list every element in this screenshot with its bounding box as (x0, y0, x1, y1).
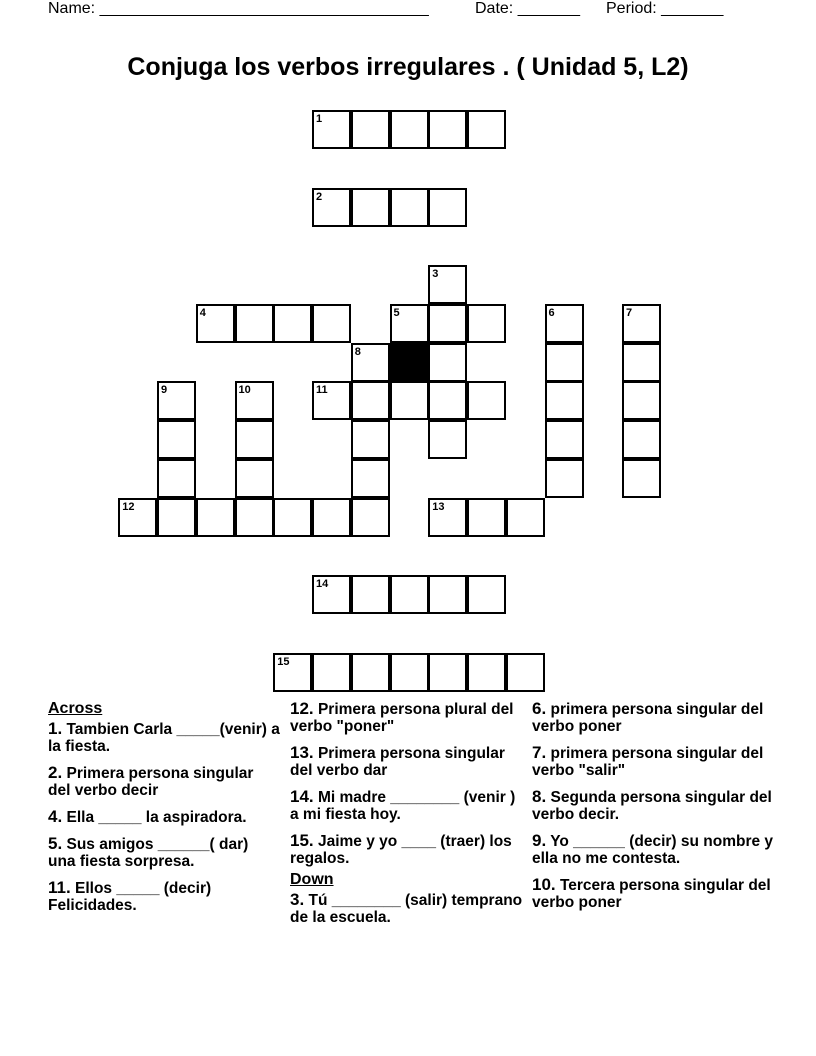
crossword-cell[interactable] (428, 110, 467, 149)
name-field-label: Name: _____________________________________ (48, 0, 429, 17)
crossword-cell[interactable] (622, 381, 661, 420)
clue-item (290, 788, 524, 823)
down-heading: Down (290, 871, 334, 888)
crossword-cell[interactable] (235, 459, 274, 498)
crossword-cell[interactable] (622, 420, 661, 459)
crossword-cell[interactable] (351, 575, 390, 614)
crossword-cell[interactable] (235, 420, 274, 459)
crossword-cell[interactable] (390, 304, 429, 343)
crossword-cell[interactable] (467, 110, 506, 149)
clue-item (532, 876, 778, 911)
crossword-cell[interactable] (312, 110, 351, 149)
crossword-cell[interactable] (273, 653, 312, 692)
clue-number: 15 (277, 655, 290, 668)
crossword-cell[interactable] (351, 110, 390, 149)
clue-item-number: 7. (532, 743, 547, 762)
across-heading: Across (48, 700, 103, 717)
clue-number: 1 (316, 113, 323, 125)
clue-item-text: Tú ________ (salir) temprano de la escuela. (290, 892, 523, 926)
clue-item-number: 3. (290, 890, 305, 909)
clue-number: 11 (316, 384, 328, 397)
crossword-cell[interactable] (428, 498, 467, 537)
clue-number: 10 (238, 384, 251, 397)
clues-column-1 (48, 700, 280, 923)
crossword-cell[interactable] (235, 304, 274, 343)
crossword-black-cell (390, 343, 429, 382)
crossword-cell[interactable] (351, 653, 390, 692)
clue-item-number: 1. (48, 719, 63, 738)
crossword-cell[interactable] (157, 498, 196, 537)
clue-number: 13 (432, 500, 445, 513)
clue-number: 8 (354, 345, 361, 358)
crossword-cell[interactable] (312, 653, 351, 692)
clue-number: 2 (316, 190, 323, 203)
crossword-cell[interactable] (351, 381, 390, 420)
clue-item-number: 10. (532, 875, 556, 894)
crossword-cell[interactable] (351, 188, 390, 227)
clue-item-number: 2. (48, 763, 63, 782)
crossword-cell[interactable] (467, 381, 506, 420)
clue-item-text: Jaime y yo ____ (traer) los regalos. (290, 833, 512, 867)
clue-item (290, 832, 524, 867)
clue-number: 7 (626, 306, 633, 319)
crossword-cell[interactable] (235, 498, 274, 537)
crossword-cell[interactable] (390, 575, 429, 614)
crossword-cell[interactable] (196, 498, 235, 537)
crossword-cell[interactable] (312, 498, 351, 537)
clue-number: 12 (122, 500, 135, 513)
crossword-cell[interactable] (545, 420, 584, 459)
crossword-cell[interactable] (351, 459, 390, 498)
crossword-cell[interactable] (312, 188, 351, 227)
crossword-cell[interactable] (467, 653, 506, 692)
clue-item-text: Tambien Carla _____(venir) a la fiesta. (48, 721, 280, 755)
clue-item-text: primera persona singular del verbo poner (532, 701, 764, 735)
crossword-cell[interactable] (428, 188, 467, 227)
clue-item-text: Segunda persona singular del verbo decir. (532, 789, 772, 823)
clue-item-number: 15. (290, 831, 314, 850)
clue-item (290, 700, 524, 735)
clue-item-text: Primera persona plural del verbo "poner" (290, 701, 514, 735)
crossword-cell[interactable] (390, 110, 429, 149)
period-field-label: Period: _______ (606, 0, 724, 17)
crossword-cell[interactable] (428, 653, 467, 692)
clue-item (48, 764, 280, 799)
crossword-cell[interactable] (428, 575, 467, 614)
crossword-cell[interactable] (196, 304, 235, 343)
crossword-cell[interactable] (390, 188, 429, 227)
clue-item (290, 744, 524, 779)
crossword-cell[interactable] (467, 498, 506, 537)
clue-item (290, 891, 524, 926)
clue-item (48, 879, 280, 914)
crossword-cell[interactable] (235, 381, 274, 420)
crossword-cell[interactable] (273, 498, 312, 537)
crossword-cell[interactable] (545, 381, 584, 420)
crossword-cell[interactable] (273, 304, 312, 343)
clue-item-number: 4. (48, 807, 63, 826)
clue-item-number: 13. (290, 743, 314, 762)
clue-number: 3 (432, 268, 439, 280)
clue-item-number: 5. (48, 834, 63, 853)
crossword-cell[interactable] (545, 459, 584, 498)
clue-item-text: Primera persona singular del verbo decir (48, 765, 254, 799)
crossword-cell[interactable] (157, 381, 196, 420)
crossword-cell[interactable] (545, 304, 584, 343)
crossword-cell[interactable] (351, 343, 390, 382)
clue-item-number: 11. (48, 878, 71, 897)
crossword-cell[interactable] (312, 575, 351, 614)
crossword-cell[interactable] (622, 459, 661, 498)
crossword-cell[interactable] (351, 498, 390, 537)
clues-column-3 (532, 700, 778, 920)
clue-item-text: primera persona singular del verbo "salir" (532, 745, 764, 779)
clue-number: 9 (161, 384, 168, 397)
clue-item (48, 835, 280, 870)
clue-item (532, 744, 778, 779)
crossword-cell[interactable] (428, 265, 467, 304)
clue-number: 14 (316, 578, 329, 590)
clue-item-text: Mi madre ________ (venir ) a mi fiesta hoy. (290, 789, 516, 823)
clue-item-text: Ellos _____ (decir) Felicidades. (48, 880, 212, 914)
clue-number: 4 (199, 306, 206, 319)
crossword-cell[interactable] (467, 575, 506, 614)
crossword-cell[interactable] (351, 420, 390, 459)
crossword-cell[interactable] (312, 304, 351, 343)
clue-item-number: 8. (532, 787, 547, 806)
crossword-cell[interactable] (622, 343, 661, 382)
crossword-cell[interactable] (467, 304, 506, 343)
clue-item-number: 14. (290, 787, 314, 806)
clue-item-number: 9. (532, 831, 547, 850)
crossword-cell[interactable] (428, 343, 467, 382)
clue-item (532, 700, 778, 735)
clue-item-text: Yo ______ (decir) su nombre y ella no me contesta. (532, 833, 774, 867)
clue-item (532, 832, 778, 867)
crossword-cell[interactable] (157, 420, 196, 459)
crossword-cell[interactable] (506, 498, 545, 537)
clue-item-text: Primera persona singular del verbo dar (290, 745, 505, 779)
crossword-cell[interactable] (622, 304, 661, 343)
crossword-cell[interactable] (428, 381, 467, 420)
clue-item (48, 808, 280, 826)
clue-item (48, 720, 280, 755)
crossword-cell[interactable] (390, 653, 429, 692)
crossword-cell[interactable] (118, 498, 157, 537)
crossword-cell[interactable] (545, 343, 584, 382)
clue-item-text: Ella _____ la aspiradora. (62, 809, 247, 826)
crossword-cell[interactable] (506, 653, 545, 692)
clue-item-number: 12. (290, 699, 314, 718)
crossword-cell[interactable] (312, 381, 351, 420)
clue-number: 5 (393, 306, 400, 319)
crossword-cell[interactable] (428, 420, 467, 459)
crossword-cell[interactable] (428, 304, 467, 343)
crossword-cell[interactable] (390, 381, 429, 420)
clue-item (532, 788, 778, 823)
clue-item-text: Tercera persona singular del verbo poner (532, 877, 771, 911)
clue-item-number: 6. (532, 699, 547, 718)
crossword-cell[interactable] (157, 459, 196, 498)
clue-number: 6 (548, 306, 555, 319)
page-title: Conjuga los verbos irregulares . ( Unidad 5, L2) (127, 53, 689, 81)
clue-item-text: Sus amigos ______( dar) una fiesta sorpresa. (48, 836, 249, 870)
date-field-label: Date: _______ (475, 0, 580, 17)
clues-column-2 (290, 700, 524, 935)
